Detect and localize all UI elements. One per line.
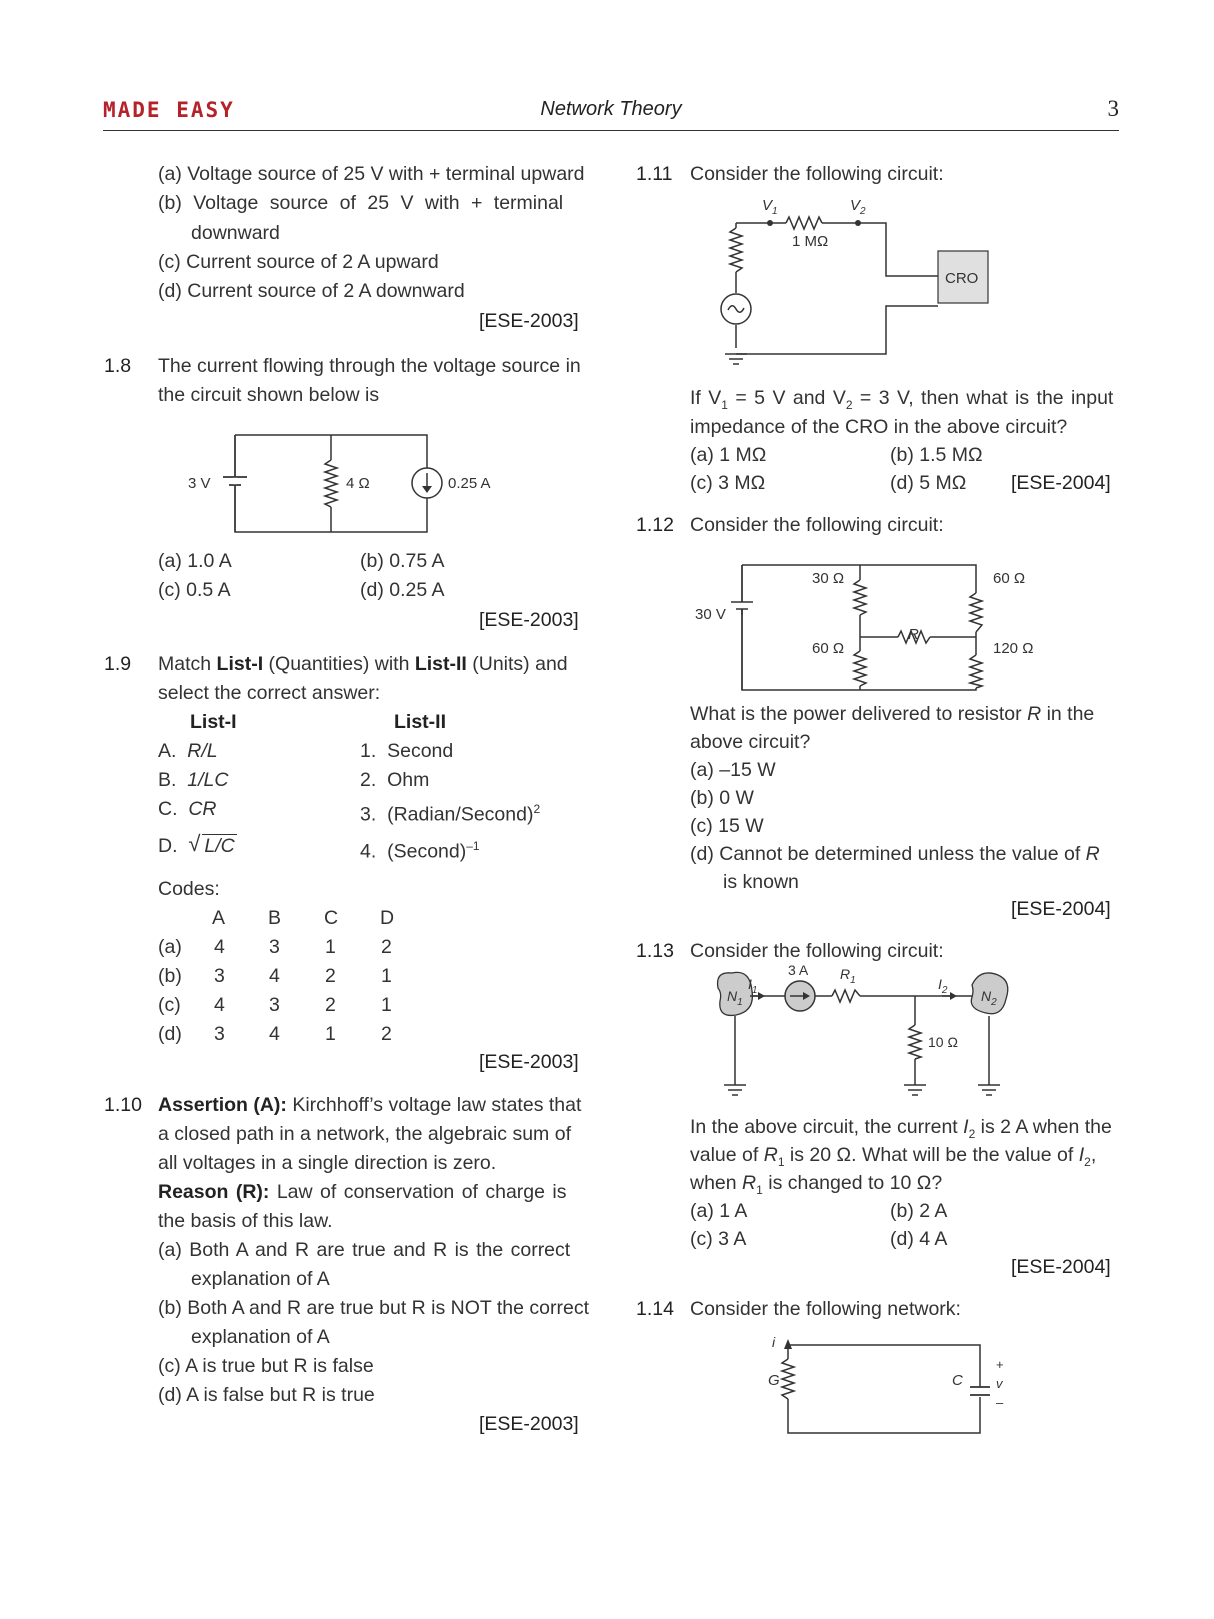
- list2-item: 1. Second: [360, 740, 454, 762]
- list2-item: 4. (Second)$^{-1}$: [360, 839, 480, 863]
- q112-text: Consider the following circuit:: [690, 514, 944, 536]
- q113-source-label: 3 A: [788, 962, 809, 978]
- q112-option-a: (a) –15 W: [690, 759, 776, 781]
- cro-label: CRO: [945, 270, 979, 287]
- q111-number: 1.11: [636, 163, 673, 185]
- q114-i-label: i: [772, 1334, 776, 1350]
- q113-ref: [ESE-2004]: [1011, 1256, 1111, 1278]
- q113-question-1: In the above circuit, the current $I_2$ is 2 A when the: [690, 1116, 1112, 1141]
- q111-text: Consider the following circuit:: [690, 163, 944, 185]
- i2-label: $I_2$: [938, 976, 948, 996]
- q111-option-d: (d) 5 MΩ: [890, 472, 967, 494]
- codes-label: Codes:: [158, 878, 220, 900]
- q17-option-b-cont: downward: [191, 222, 280, 244]
- q111-v2-label: $V_2$: [850, 197, 866, 217]
- q17-option-c: (c) Current source of 2 A upward: [158, 251, 439, 273]
- q114-minus: –: [996, 1395, 1004, 1410]
- page-number: 3: [1107, 96, 1119, 121]
- q110-option-c: (c) A is true but R is false: [158, 1355, 374, 1377]
- list1-item: D. √ L/C: [158, 831, 235, 857]
- q17-option-b: (b) Voltage source of 25 V with + terminal: [158, 192, 564, 214]
- q19-ref: [ESE-2003]: [479, 1051, 579, 1073]
- q113-option-a: (a) 1 A: [690, 1200, 748, 1222]
- q18-voltage-label: 3 V: [188, 475, 211, 492]
- q18-text-2: the circuit shown below is: [158, 384, 380, 406]
- q114-c-label: C: [952, 1372, 963, 1389]
- codes-header: A: [212, 907, 226, 929]
- q110-option-b: (b) Both A and R are true but R is NOT the correct: [158, 1297, 589, 1319]
- q18-option-b: (b) 0.75 A: [360, 550, 445, 572]
- ground-icon: [725, 354, 747, 364]
- q18-option-c: (c) 0.5 A: [158, 579, 231, 601]
- q110-assertion-1: Assertion (A): Kirchhoff’s voltage law states that: [158, 1094, 582, 1116]
- q111-v1-label: $V_1$: [762, 197, 778, 217]
- q110-assertion-3: all voltages in a single direction is zero.: [158, 1152, 497, 1174]
- q114-g-label: G: [768, 1372, 780, 1389]
- running-title: Network Theory: [540, 98, 682, 120]
- q111-resistor-1m: [786, 217, 822, 229]
- q110-reason-1: Reason (R): Law of conservation of charge is: [158, 1181, 567, 1203]
- q112-r60b-label: 60 Ω: [993, 570, 1026, 587]
- q112-resistor-30: [854, 580, 866, 615]
- q111-question-1: If $V_1 = 5$ V and $V_2 = 3$ V, then what is the input: [690, 387, 1114, 412]
- q112-resistor-60b: [970, 593, 982, 632]
- q110-option-a: (a) Both A and R are true and R is the correct: [158, 1239, 571, 1261]
- q112-r30-label: 30 Ω: [812, 570, 845, 587]
- q110-ref: [ESE-2003]: [479, 1413, 579, 1435]
- list2-item: 2. Ohm: [360, 769, 430, 791]
- n2-label: $N_2$: [981, 988, 997, 1008]
- q111-option-c: (c) 3 MΩ: [690, 472, 766, 494]
- q112-ref: [ESE-2004]: [1011, 898, 1111, 920]
- q114-number: 1.14: [636, 1298, 674, 1320]
- q18-option-d: (d) 0.25 A: [360, 579, 445, 601]
- n1-label: $N_1$: [727, 988, 743, 1008]
- right-column: [600, 0, 1214, 1619]
- q18-number: 1.8: [104, 355, 132, 377]
- q110-option-b-cont: explanation of A: [191, 1326, 330, 1348]
- q18-circuit: [180, 420, 491, 550]
- ground-icon: [978, 1085, 1000, 1095]
- codes-header: C: [324, 907, 339, 929]
- q114-conductance-g: [782, 1359, 794, 1399]
- q113-option-c: (c) 3 A: [690, 1228, 747, 1250]
- q17-option-d: (d) Current source of 2 A downward: [158, 280, 465, 302]
- q114-network: [750, 1325, 1010, 1445]
- q18-ref: [ESE-2003]: [479, 609, 579, 631]
- q112-r60-label: 60 Ω: [812, 640, 845, 657]
- q111-r-label: 1 MΩ: [792, 233, 829, 250]
- brand-logo: MADE EASY: [103, 98, 235, 122]
- q112-r120-label: 120 Ω: [993, 640, 1034, 657]
- q113-resistor-10: [909, 1025, 921, 1059]
- q112-option-d: (d) Cannot be determined unless the value of R: [690, 843, 1100, 865]
- q112-circuit: [680, 545, 1040, 705]
- q18-resistor-label: 4 Ω: [346, 475, 370, 492]
- q18-text-1: The current flowing through the voltage source in: [158, 355, 581, 377]
- q112-resistor-60a: [854, 651, 866, 686]
- q113-r10-label: 10 Ω: [928, 1034, 958, 1050]
- q18-current-label: 0.25 A: [448, 475, 491, 492]
- q17-option-a: (a) Voltage source of 25 V with + terminal upward: [158, 163, 585, 185]
- q114-plus: +: [996, 1357, 1004, 1372]
- q113-circuit: [710, 963, 1050, 1113]
- list1-item: B. 1/LC: [158, 769, 229, 791]
- q112-r-label: R: [908, 626, 919, 643]
- q111-circuit: [710, 188, 1030, 388]
- q111-resistor-vertical: [730, 228, 742, 272]
- codes-header: D: [380, 907, 395, 929]
- q114-v-label: v: [996, 1376, 1003, 1391]
- q19-text-2: select the correct answer:: [158, 682, 381, 704]
- q19-text-1: Match List-I (Quantities) with List-II (Units) and: [158, 653, 568, 675]
- list1-item: A. R/L: [158, 740, 218, 762]
- list2-item: 3. (Radian/Second)$^2$: [360, 802, 541, 826]
- q110-assertion-2: a closed path in a network, the algebraic sum of: [158, 1123, 571, 1145]
- q18-option-a: (a) 1.0 A: [158, 550, 232, 572]
- list1-item: C. CR: [158, 798, 217, 820]
- q112-question-2: above circuit?: [690, 731, 811, 753]
- q112-option-b: (b) 0 W: [690, 787, 754, 809]
- q113-option-b: (b) 2 A: [890, 1200, 948, 1222]
- q112-option-c: (c) 15 W: [690, 815, 764, 837]
- q113-option-d: (d) 4 A: [890, 1228, 948, 1250]
- q113-text: Consider the following circuit:: [690, 940, 944, 962]
- r1-label: $R_1$: [840, 966, 856, 986]
- q110-option-d: (d) A is false but R is true: [158, 1384, 375, 1406]
- q19-number: 1.9: [104, 653, 132, 675]
- q110-number: 1.10: [104, 1094, 142, 1116]
- q111-option-a: (a) 1 MΩ: [690, 444, 767, 466]
- list2-heading: List-II: [394, 711, 446, 733]
- q110-option-a-cont: explanation of A: [191, 1268, 330, 1290]
- q111-option-b: (b) 1.5 MΩ: [890, 444, 983, 466]
- q112-option-d-cont: is known: [723, 871, 799, 893]
- q113-question-2: value of $R_1$ is 20 Ω. What will be the value of $I_2$,: [690, 1144, 1097, 1169]
- q113-number: 1.13: [636, 940, 674, 962]
- i1-label: $I_1$: [748, 976, 758, 996]
- ground-icon: [724, 1085, 746, 1095]
- q17-ref: [ESE-2003]: [479, 310, 579, 332]
- left-column: (a) Voltage source of 25 V with + terminal upward (b) Voltage source of 25 V with + terminal downward (c) Current source of 2 A upward (d) Current source of 2 A downward [ESE-2003] 1.8 The current flowing through the voltage source in the circuit shown below is 3 V 4 Ω 0.25 A (a) 1.0 A (b) 0.75 A (c) 0.5 A (d) 0.25 A [ESE-2003] 1.9 Match List-I (Quantities) with List-II (Units) and select the correct answer: List-I List-II A. R/L B. 1/LC C. CR D. √ L/C 1. Second 2. Ohm 3. (Radian/Second)$^2$ 4. (Second)$^{-1}$ Codes: A B C D (a) 4 3 1 2 (b) 3 4 2 1 (c) 4 3 2 1 (d) 3 4 1 2 [ESE-2003] 1.10 Assertion (A): Kirchhoff’s voltage law states that a closed path in a network, the algebraic sum of all voltages in a single direction is zero. Reason (R): Law of conservation of charge is the basis of this law. (a) Both A and R are true and R is the correct explanation of A (b) Both A and R are true but R is NOT the correct explanation of A (c) A is true but R is false (d) A is false but R is true [ESE-2003]: [0, 0, 600, 1619]
- q113-question-3: when $R_1$ is changed to 10 Ω?: [690, 1172, 943, 1197]
- q112-number: 1.12: [636, 514, 674, 536]
- q112-resistor-120: [970, 655, 982, 688]
- q110-reason-2: the basis of this law.: [158, 1210, 333, 1232]
- q111-question-2: impedance of the CRO in the above circuit?: [690, 416, 1068, 438]
- list1-heading: List-I: [190, 711, 237, 733]
- q111-ref: [ESE-2004]: [1011, 472, 1111, 494]
- q114-text: Consider the following network:: [690, 1298, 961, 1320]
- q113-resistor-r1: [832, 990, 860, 1002]
- q112-voltage-label: 30 V: [695, 606, 726, 623]
- codes-header: B: [268, 907, 282, 929]
- q112-question-1: What is the power delivered to resistor R in the: [690, 703, 1095, 725]
- ground-icon: [904, 1085, 926, 1095]
